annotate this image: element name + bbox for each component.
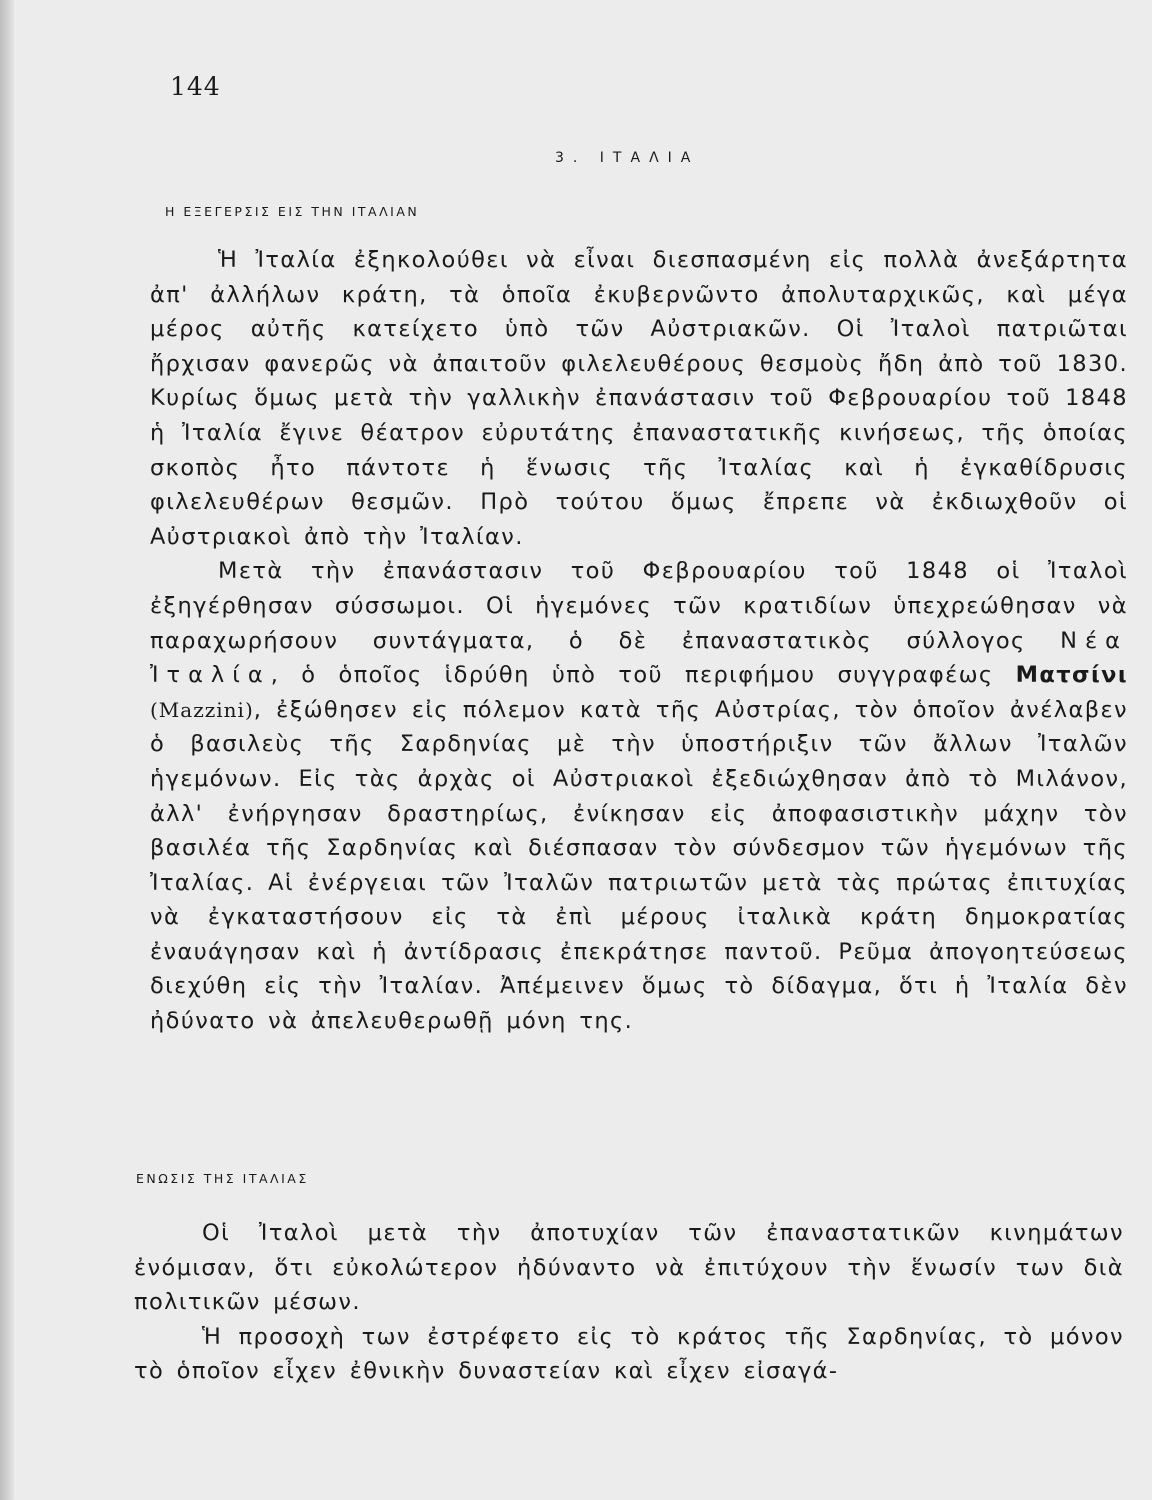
- page-gutter-shadow: [0, 0, 14, 1500]
- mazzini-name-greek: Ματσίνι: [1015, 662, 1128, 689]
- page-number: 144: [170, 72, 221, 101]
- section-heading-uprising: Η ΕΞΕΓΕΡΣΙΣ ΕΙΣ ΤΗΝ ΙΤΑΛΙΑΝ: [165, 204, 420, 219]
- paragraph: [150, 554, 1128, 1038]
- paragraph: Ἡ προσοχὴ των ἐστρέφετο εἰς τὸ κράτος τῆς Σαρδηνίας, τὸ μόνον τὸ ὁποῖον εἶχεν ἐθνικὴν δυναστείαν καὶ εἶχεν εἰσαγά-: [134, 1323, 1124, 1385]
- paragraph: Ἡ Ἰταλία ἐξηκολούθει νὰ εἶναι διεσπασμένη εἰς πολλὰ ἀνεξάρτητα ἀπ' ἀλλήλων κράτη, τὰ ὁποῖα ἐκυβερνῶντο ἀπολυταρχικῶς, καὶ μέγα μέρος αὐτῆς κατείχετο ὑπὸ τῶν Αὐστριακῶν. Οἱ Ἰταλοὶ πατριῶται ἤρχισαν φανερῶς νὰ ἀπαιτοῦν φιλελευθέρους θεσμοὺς ἤδη ἀπὸ τοῦ 1830. Κυρίως ὅμως μετὰ τὴν γαλλικὴν ἐπανάστασιν τοῦ Φεβρουαρίου τοῦ 1848 ἡ Ἰταλία ἔγινε θέατρον εὐρυτάτης ἐπαναστατικῆς κινήσεως, τῆς ὁποίας σκοπὸς ἦτο πάντοτε ἡ ἕνωσις τῆς Ἰταλίας καὶ ἡ ἐγκαθίδρυσις φιλελευθέρων θεσμῶν. Πρὸ τούτου ὅμως ἔπρεπε νὰ ἐκδιωχθοῦν οἱ Αὐστριακοὶ ἀπὸ τὴν Ἰταλίαν.: [150, 247, 1128, 550]
- paragraph-text: Μετὰ τὴν ἐπανάστασιν τοῦ Φεβρουαρίου τοῦ 1848 οἱ Ἰταλοὶ ἐξηγέρθησαν σύσσωμοι. Οἱ ἡγεμόνες τῶν κρατιδίων ὑπεχρεώθησαν νὰ παραχωρήσουν συντάγματα, ὁ δὲ ἐπαναστατικὸς σύλλογος: [150, 558, 1128, 654]
- section-unification-text: [134, 1216, 1124, 1389]
- paragraph-text: , ὁ ὁποῖος ἱδρύθη ὑπὸ τοῦ περιφήμου συγγραφέως: [270, 662, 994, 689]
- section-uprising-text: [150, 243, 1128, 1039]
- chapter-heading: 3. ΙΤΑΛΙΑ: [555, 150, 700, 166]
- section-heading-unification: ΕΝΩΣΙΣ ΤΗΣ ΙΤΑΛΙΑΣ: [136, 1171, 309, 1186]
- society-name: Νέα Ἰταλία: [150, 627, 1128, 689]
- paragraph: Οἱ Ἰταλοὶ μετὰ τὴν ἀποτυχίαν τῶν ἐπαναστατικῶν κινημάτων ἐνόμισαν, ὅτι εὐκολώτερον ἠδύναντο νὰ ἐπιτύχουν τὴν ἕνωσίν των διὰ πολιτικῶν μέσων.: [134, 1220, 1124, 1316]
- mazzini-name-latin: (Mazzini): [150, 697, 254, 722]
- paragraph-text: , ἐξώθησεν εἰς πόλεμον κατὰ τῆς Αὐστρίας, τὸν ὁποῖον ἀνέλαβεν ὁ βασιλεὺς τῆς Σαρδηνίας μὲ τὴν ὑποστήριξιν τῶν ἄλλων Ἰταλῶν ἡγεμόνων. Εἰς τὰς ἀρχὰς οἱ Αὐστριακοὶ ἐξεδιώχθησαν ἀπὸ τὸ Μιλάνον, ἀλλ' ἐνήργησαν δραστηρίως, ἐνίκησαν εἰς ἀποφασιστικὴν μάχην τὸν βασιλέα τῆς Σαρδηνίας καὶ διέσπασαν τὸν σύνδεσμον τῶν ἡγεμόνων τῆς Ἰταλίας. Αἱ ἐνέργειαι τῶν Ἰταλῶν πατριωτῶν μετὰ τὰς πρώτας ἐπιτυχίας νὰ ἐγκαταστήσουν εἰς τὰ ἐπὶ μέρους ἰταλικὰ κράτη δημοκρατίας ἐναυάγησαν καὶ ἡ ἀντίδρασις ἐπεκράτησε παντοῦ. Ρεῦμα ἀπογοητεύσεως διεχύθη εἰς τὴν Ἰταλίαν. Ἀπέμεινεν ὅμως τὸ δίδαγμα, ὅτι ἡ Ἰταλία δὲν ἠδύνατο νὰ ἀπελευθερωθῇ μόνη της.: [150, 696, 1128, 1035]
